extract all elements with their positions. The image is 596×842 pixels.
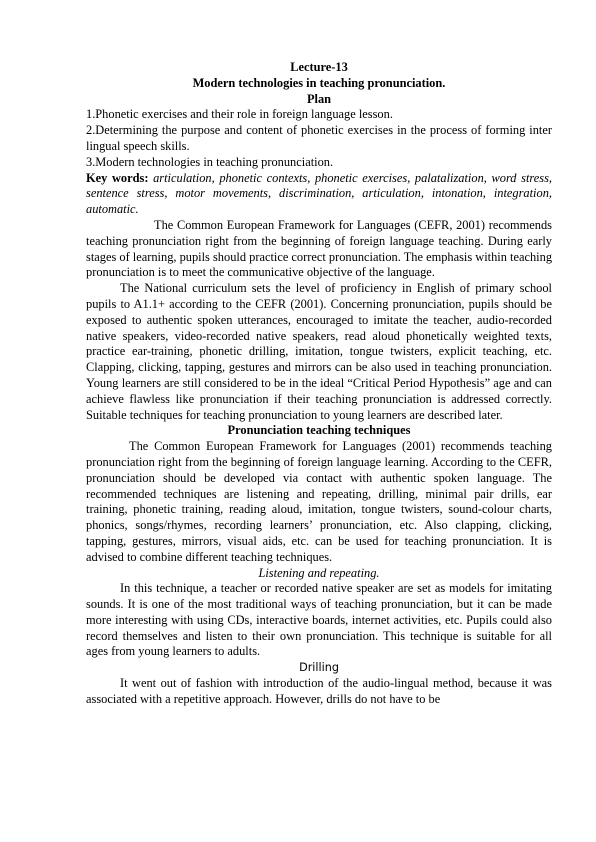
document-page [86, 60, 552, 708]
lecture-title: Modern technologies in teaching pronunciation. [192, 75, 446, 90]
plan-item-3: 3.Modern technologies in teaching pronunciation. [86, 154, 334, 169]
plan-item-2: 2.Determining the purpose and content of phonetic exercises in the process of forming inter lingual speech skills. [86, 123, 552, 153]
keywords-label: Key words: [86, 170, 149, 185]
keywords [86, 171, 552, 218]
plan-heading: Plan [306, 91, 332, 106]
paragraph-national-curriculum: The National curriculum sets the level of proficiency in English of primary school pupils to A1.1+ according to the CEFR (2001). Concerning pronunciation, pupils should be exposed to authentic spoken utterances, encouraged to imitate the teacher, audio-recorded native speakers, video-recorded native speakers, read aloud phonetically weighted texts, practice ear-training, phonetic drilling, imitation, tongue twisters, explicit teaching, etc. Clapping, clicking, tapping, gestures and mirrors can be also used in teaching pronunciation. Young learners are still considered to be in the ideal “Critical Period Hypothesis” age and can achieve flawless like pronunciation if their teaching pronunciation is addressed correctly. Suitable techniques for teaching pronunciation to young learners are described later. [86, 281, 552, 422]
paragraph-listening-repeating: In this technique, a teacher or recorded native speaker are set as models for imitating sounds. It is one of the most traditional ways of teaching pronunciation, but it can be made more interesting with using CDs, interactive boards, internet activities, etc. Pupils could also record themselves and listen to their own pronunciation. This technique is suitable for all ages from young learners to adults. [86, 581, 552, 659]
lecture-number: Lecture-13 [290, 60, 348, 74]
plan-item-1: 1.Phonetic exercises and their role in foreign language lesson. [86, 107, 393, 122]
subheading-drilling: Drilling [299, 661, 339, 675]
paragraph-cefr-intro: The Common European Framework for Languages (CEFR, 2001) recommends teaching pronunciation right from the beginning of foreign language teaching. During early stages of learning, pupils should practice correct pronunciation. The emphasis within teaching pronunciation is to meet the communicative objective of the language. [86, 217, 553, 280]
subheading-listening-repeating: Listening and repeating. [258, 565, 380, 580]
paragraph-cefr-techniques: The Common European Framework for Languages (2001) recommends teaching pronunciation right from the beginning of foreign language learning. According to the CEFR, pronunciation should be developed via contact with authentic spoken language. The recommended techniques are listening and repeating, drilling, minimal pair drills, ear training, phonetic training, reading aloud, imitation, tongue twisters, sound-colour charts, phonics, songs/rhymes, recording learners’ pronunciation, etc. Also clapping, clicking, tapping, gestures, mirrors, visual aids, etc. can be used for teaching pronunciation. It is advised to combine different teaching techniques. [86, 439, 552, 564]
paragraph-drilling: It went out of fashion with introduction of the audio-lingual method, because it was associated with a repetitive approach. However, drills do not have to be [86, 676, 552, 706]
section-heading-techniques: Pronunciation teaching techniques [227, 423, 411, 438]
keywords-text: articulation, phonetic contexts, phonetic exercises, palatalization, word stress, sentence stress, motor movements, discrimination, articulation, intonation, integration, automatic. [86, 170, 552, 217]
